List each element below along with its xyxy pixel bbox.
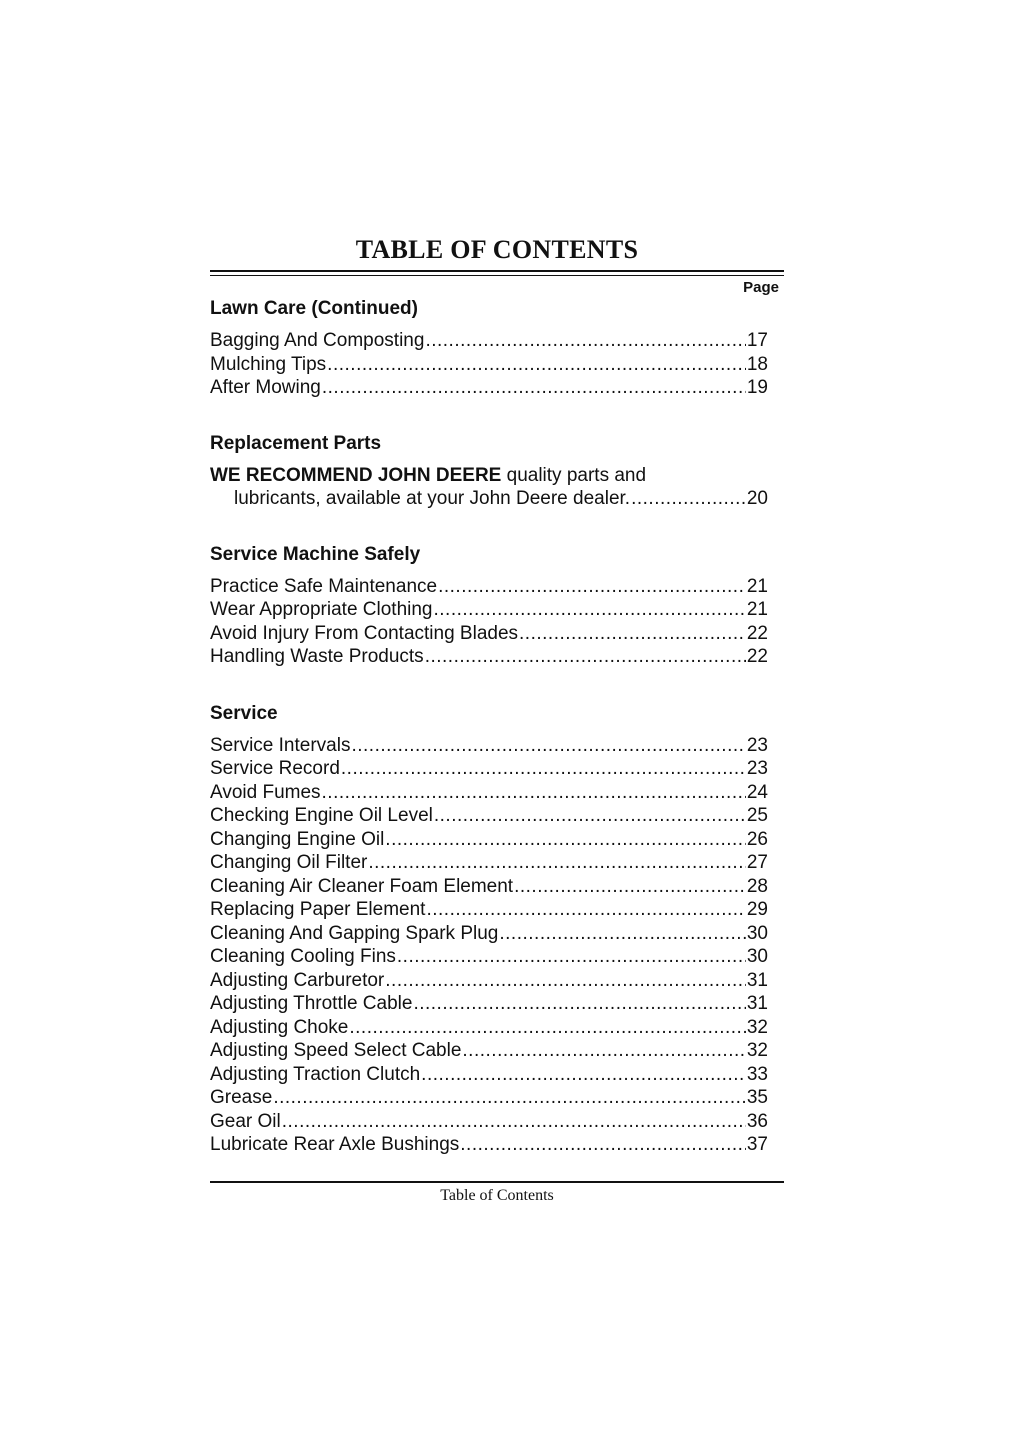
dot-leader	[322, 781, 746, 805]
toc-entry[interactable]	[210, 828, 768, 852]
entry-title: Service Record	[210, 758, 340, 779]
footer-divider	[210, 1181, 784, 1183]
entry-title: Avoid Fumes	[210, 781, 321, 803]
entry-title: Bagging And Composting	[210, 330, 425, 351]
page-column-label: Page	[743, 279, 779, 296]
entry-list	[210, 329, 784, 400]
section-spacer	[210, 400, 784, 432]
page-title: TABLE OF CONTENTS	[355, 235, 639, 264]
entry-page-number: 26	[746, 828, 768, 850]
entry-title: Service Intervals	[210, 734, 351, 756]
entry-page-number: 31	[746, 969, 768, 991]
dot-leader	[351, 734, 745, 758]
toc-entry[interactable]	[210, 1063, 768, 1087]
entry-title: Avoid Injury From Contacting Blades	[210, 622, 519, 644]
dot-leader	[368, 851, 746, 875]
toc-entry[interactable]	[210, 757, 768, 781]
entry-page-number: 21	[746, 575, 768, 597]
entry-page-number: 33	[746, 1063, 768, 1085]
section-heading: Replacement Parts	[210, 432, 382, 454]
entry-title: Adjusting Traction Clutch	[210, 1063, 421, 1085]
dot-leader	[434, 598, 746, 622]
toc-entry[interactable]	[210, 329, 768, 353]
dot-leader	[322, 376, 746, 400]
entry-title: After Mowing	[210, 377, 321, 398]
toc-entry[interactable]	[210, 969, 768, 993]
toc-entry[interactable]	[210, 734, 768, 758]
entry-page-number: 25	[746, 805, 768, 826]
dot-leader	[499, 922, 745, 946]
intro-emphasis: WE RECOMMEND JOHN DEERE	[210, 464, 502, 486]
dot-leader	[425, 645, 746, 669]
toc-entry[interactable]	[210, 622, 768, 646]
toc-entry[interactable]	[210, 353, 768, 377]
toc-entry[interactable]	[210, 598, 768, 622]
dot-leader	[282, 1110, 746, 1134]
entry-page-number: 23	[746, 734, 768, 756]
dot-leader	[421, 1063, 746, 1087]
section-spacer	[210, 511, 784, 543]
entry-list	[210, 575, 784, 669]
section-spacer	[210, 669, 784, 702]
entry-page-number: 30	[746, 922, 768, 944]
toc-entry[interactable]	[210, 575, 768, 599]
entry-title: Wear Appropriate Clothing	[210, 599, 433, 620]
entry-title: Changing Oil Filter	[210, 852, 368, 873]
entry-page-number: 21	[746, 599, 768, 620]
entry-page-number: 27	[746, 852, 768, 873]
dot-leader	[327, 353, 746, 377]
intro-text: quality parts and	[501, 464, 647, 486]
entry-title: Mulching Tips	[210, 353, 327, 375]
dot-leader	[438, 575, 746, 599]
dot-leader	[341, 757, 746, 781]
entry-title: Handling Waste Products	[210, 646, 424, 667]
entry-title: Changing Engine Oil	[210, 828, 385, 850]
section-lawn-care	[210, 297, 784, 400]
toc-entry[interactable]	[210, 898, 768, 922]
entry-page-number: 37	[746, 1134, 768, 1155]
toc-entry[interactable]	[210, 851, 768, 875]
entry-title: Practice Safe Maintenance	[210, 575, 438, 597]
toc-entry[interactable]	[210, 1039, 768, 1063]
entry-page-number: 28	[746, 875, 768, 897]
entry-page-number: 22	[746, 646, 768, 667]
toc-entry[interactable]	[210, 781, 768, 805]
entry-title: Adjusting Throttle Cable	[210, 993, 413, 1014]
page-footer: Table of Contents	[440, 1187, 554, 1204]
toc-entry[interactable]	[210, 875, 768, 899]
entry-title: Gear Oil	[210, 1110, 281, 1132]
entry-page-number: 19	[746, 377, 768, 398]
entry-page-number: 17	[746, 330, 768, 351]
toc-entry[interactable]	[210, 945, 768, 969]
dot-leader	[397, 945, 746, 969]
entry-title: Cleaning And Gapping Spark Plug	[210, 922, 499, 944]
entry-title: Adjusting Speed Select Cable	[210, 1040, 462, 1061]
entry-page-number: 18	[746, 353, 768, 375]
entry-page-number: 35	[746, 1087, 768, 1108]
dot-leader	[385, 828, 746, 852]
dot-leader	[514, 875, 746, 899]
entry-title: Adjusting Carburetor	[210, 969, 385, 991]
section-service-machine-safely	[210, 543, 784, 669]
entry-title: Checking Engine Oil Level	[210, 805, 433, 826]
toc-entry[interactable]	[210, 1110, 768, 1134]
title-divider	[210, 270, 784, 276]
section-replacement-parts	[210, 432, 784, 511]
dot-leader	[425, 329, 745, 353]
entry-title: Replacing Paper Element	[210, 899, 426, 920]
dot-leader	[273, 1086, 746, 1110]
toc-entry[interactable]	[210, 1016, 768, 1040]
entry-page-number: 20	[746, 488, 768, 509]
entry-title: Cleaning Air Cleaner Foam Element	[210, 875, 514, 897]
toc-entry[interactable]	[210, 922, 768, 946]
entry-page-number: 32	[746, 1016, 768, 1038]
toc-entry[interactable]	[210, 992, 768, 1016]
replacement-intro-line	[210, 464, 784, 488]
entry-page-number: 24	[746, 781, 768, 803]
dot-leader	[631, 487, 746, 511]
section-heading: Lawn Care (Continued)	[210, 298, 418, 319]
section-heading: Service	[210, 702, 278, 724]
entry-page-number: 32	[746, 1040, 768, 1061]
dot-leader	[519, 622, 746, 646]
entry-title: Adjusting Choke	[210, 1016, 349, 1038]
dot-leader	[413, 992, 745, 1016]
entry-page-number: 31	[746, 993, 768, 1014]
dot-leader	[434, 804, 746, 828]
section-service	[210, 702, 784, 1157]
dot-leader	[460, 1133, 746, 1157]
toc-entry[interactable]	[210, 1086, 768, 1110]
toc-entry[interactable]	[210, 376, 768, 400]
entry-list	[210, 734, 784, 1157]
entry-title: Lubricate Rear Axle Bushings	[210, 1134, 460, 1155]
toc-entry[interactable]	[210, 487, 768, 511]
entry-page-number: 23	[746, 758, 768, 779]
dot-leader	[385, 969, 746, 993]
dot-leader	[462, 1039, 745, 1063]
dot-leader	[426, 898, 745, 922]
dot-leader	[349, 1016, 745, 1040]
entry-page-number: 30	[746, 946, 768, 967]
entry-page-number: 22	[746, 622, 768, 644]
entry-page-number: 29	[746, 899, 768, 920]
toc-entry[interactable]	[210, 645, 768, 669]
toc-page	[210, 232, 784, 1157]
entry-list	[210, 487, 784, 511]
entry-title: lubricants, available at your John Deere dealer.	[234, 488, 631, 509]
toc-entry[interactable]	[210, 1133, 768, 1157]
entry-title: Grease	[210, 1087, 273, 1108]
section-heading: Service Machine Safely	[210, 543, 421, 565]
toc-entry[interactable]	[210, 804, 768, 828]
entry-title: Cleaning Cooling Fins	[210, 946, 396, 967]
entry-page-number: 36	[746, 1110, 768, 1132]
